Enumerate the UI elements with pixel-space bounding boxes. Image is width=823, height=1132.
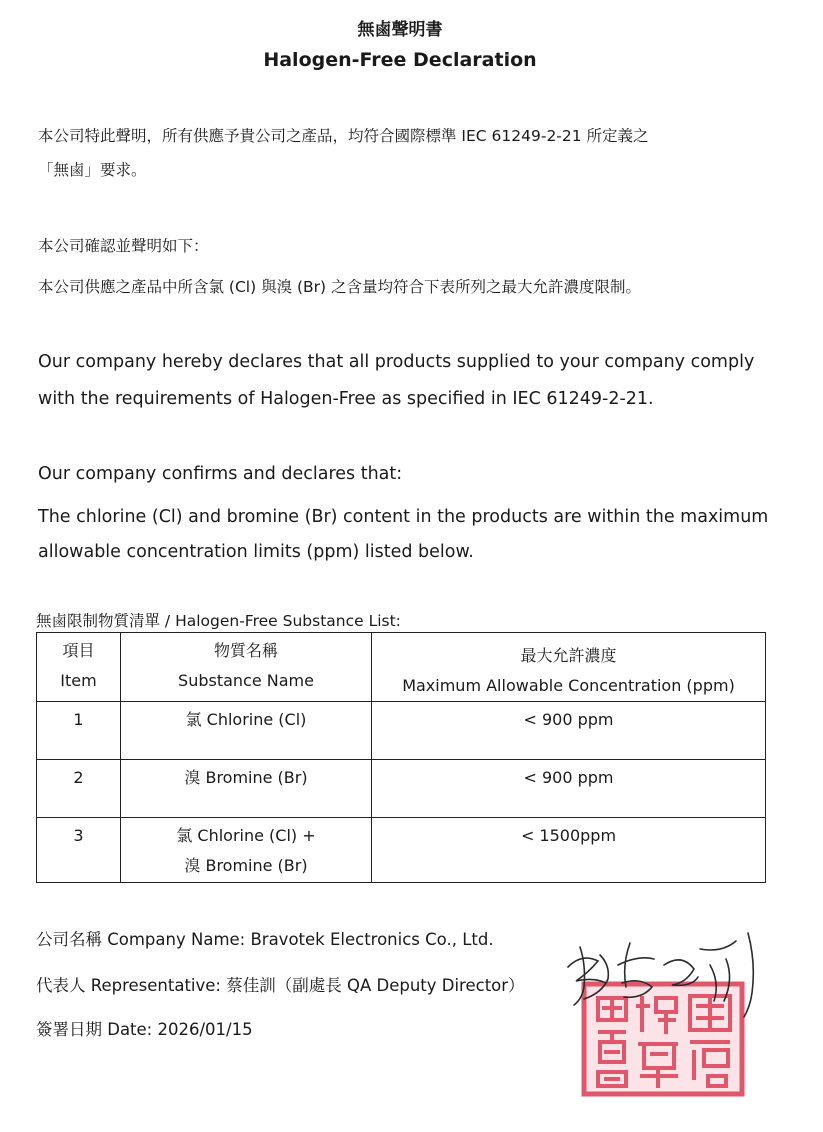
- en-intro-line-1: Our company hereby declares that all products supplied to your company comply: [38, 352, 755, 372]
- substance-list-title: 無鹵限制物質清單 / Halogen-Free Substance List:: [36, 612, 401, 630]
- row-limit: < 900 ppm: [523, 710, 614, 729]
- header-item-en: Item: [60, 671, 97, 690]
- row-limit: < 1500ppm: [520, 826, 617, 845]
- title-english: Halogen-Free Declaration: [263, 49, 537, 71]
- header-substance-en: Substance Name: [178, 671, 314, 690]
- row-substance-line-2: 溴 Bromine (Br): [184, 856, 308, 875]
- header-item: [37, 633, 121, 702]
- en-confirm-line-3: allowable concentration limits (ppm) listed below.: [38, 542, 474, 562]
- header-max-cn: 最大允許濃度: [520, 646, 617, 665]
- header-max-en: Maximum Allowable Concentration (ppm): [402, 676, 735, 695]
- header-substance: [121, 633, 372, 702]
- row-substance: 氯 Chlorine (Cl) +: [176, 826, 316, 845]
- substance-table: [36, 632, 766, 883]
- header-max-concentration: [372, 633, 766, 702]
- cn-intro-line-2: 「無鹵」要求。: [38, 161, 147, 179]
- cn-confirm-line-1: 本公司確認並聲明如下：: [38, 237, 209, 255]
- representative-line: 代表人 Representative: 蔡佳訓（副處長 QA Deputy Director）: [36, 976, 525, 995]
- header-substance-cn: 物質名稱: [213, 641, 278, 660]
- title-chinese: 無鹵聲明書: [357, 20, 443, 40]
- cn-intro-line-1: 本公司特此聲明，所有供應予貴公司之產品，均符合國際標準 IEC 61249-2-21 所定義之: [38, 127, 649, 145]
- row-item: 1: [73, 710, 84, 729]
- table-row: [37, 702, 766, 760]
- cn-confirm-line-2: 本公司供應之產品中所含氯 (Cl) 與溴 (Br) 之含量均符合下表所列之最大允許濃度限制。: [38, 278, 642, 296]
- table-row: [37, 818, 766, 883]
- company-name-line: 公司名稱 Company Name: Bravotek Electronics Co., Ltd.: [36, 930, 494, 949]
- row-substance: 氯 Chlorine (Cl): [185, 710, 307, 729]
- table-header-row: [37, 633, 766, 702]
- handwritten-signature: [560, 925, 770, 1025]
- signing-date-line: 簽署日期 Date: 2026/01/15: [36, 1020, 253, 1039]
- table-row: [37, 760, 766, 818]
- row-item: 2: [73, 768, 84, 787]
- header-item-cn: 項目: [62, 641, 95, 660]
- row-limit: < 900 ppm: [523, 768, 614, 787]
- en-intro-line-2: with the requirements of Halogen-Free as specified in IEC 61249-2-21.: [38, 389, 654, 409]
- en-confirm-line-2: The chlorine (Cl) and bromine (Br) content in the products are within the maximum: [38, 507, 769, 527]
- row-substance: 溴 Bromine (Br): [184, 768, 308, 787]
- row-item: 3: [73, 826, 84, 845]
- en-confirm-line-1: Our company confirms and declares that:: [38, 464, 403, 484]
